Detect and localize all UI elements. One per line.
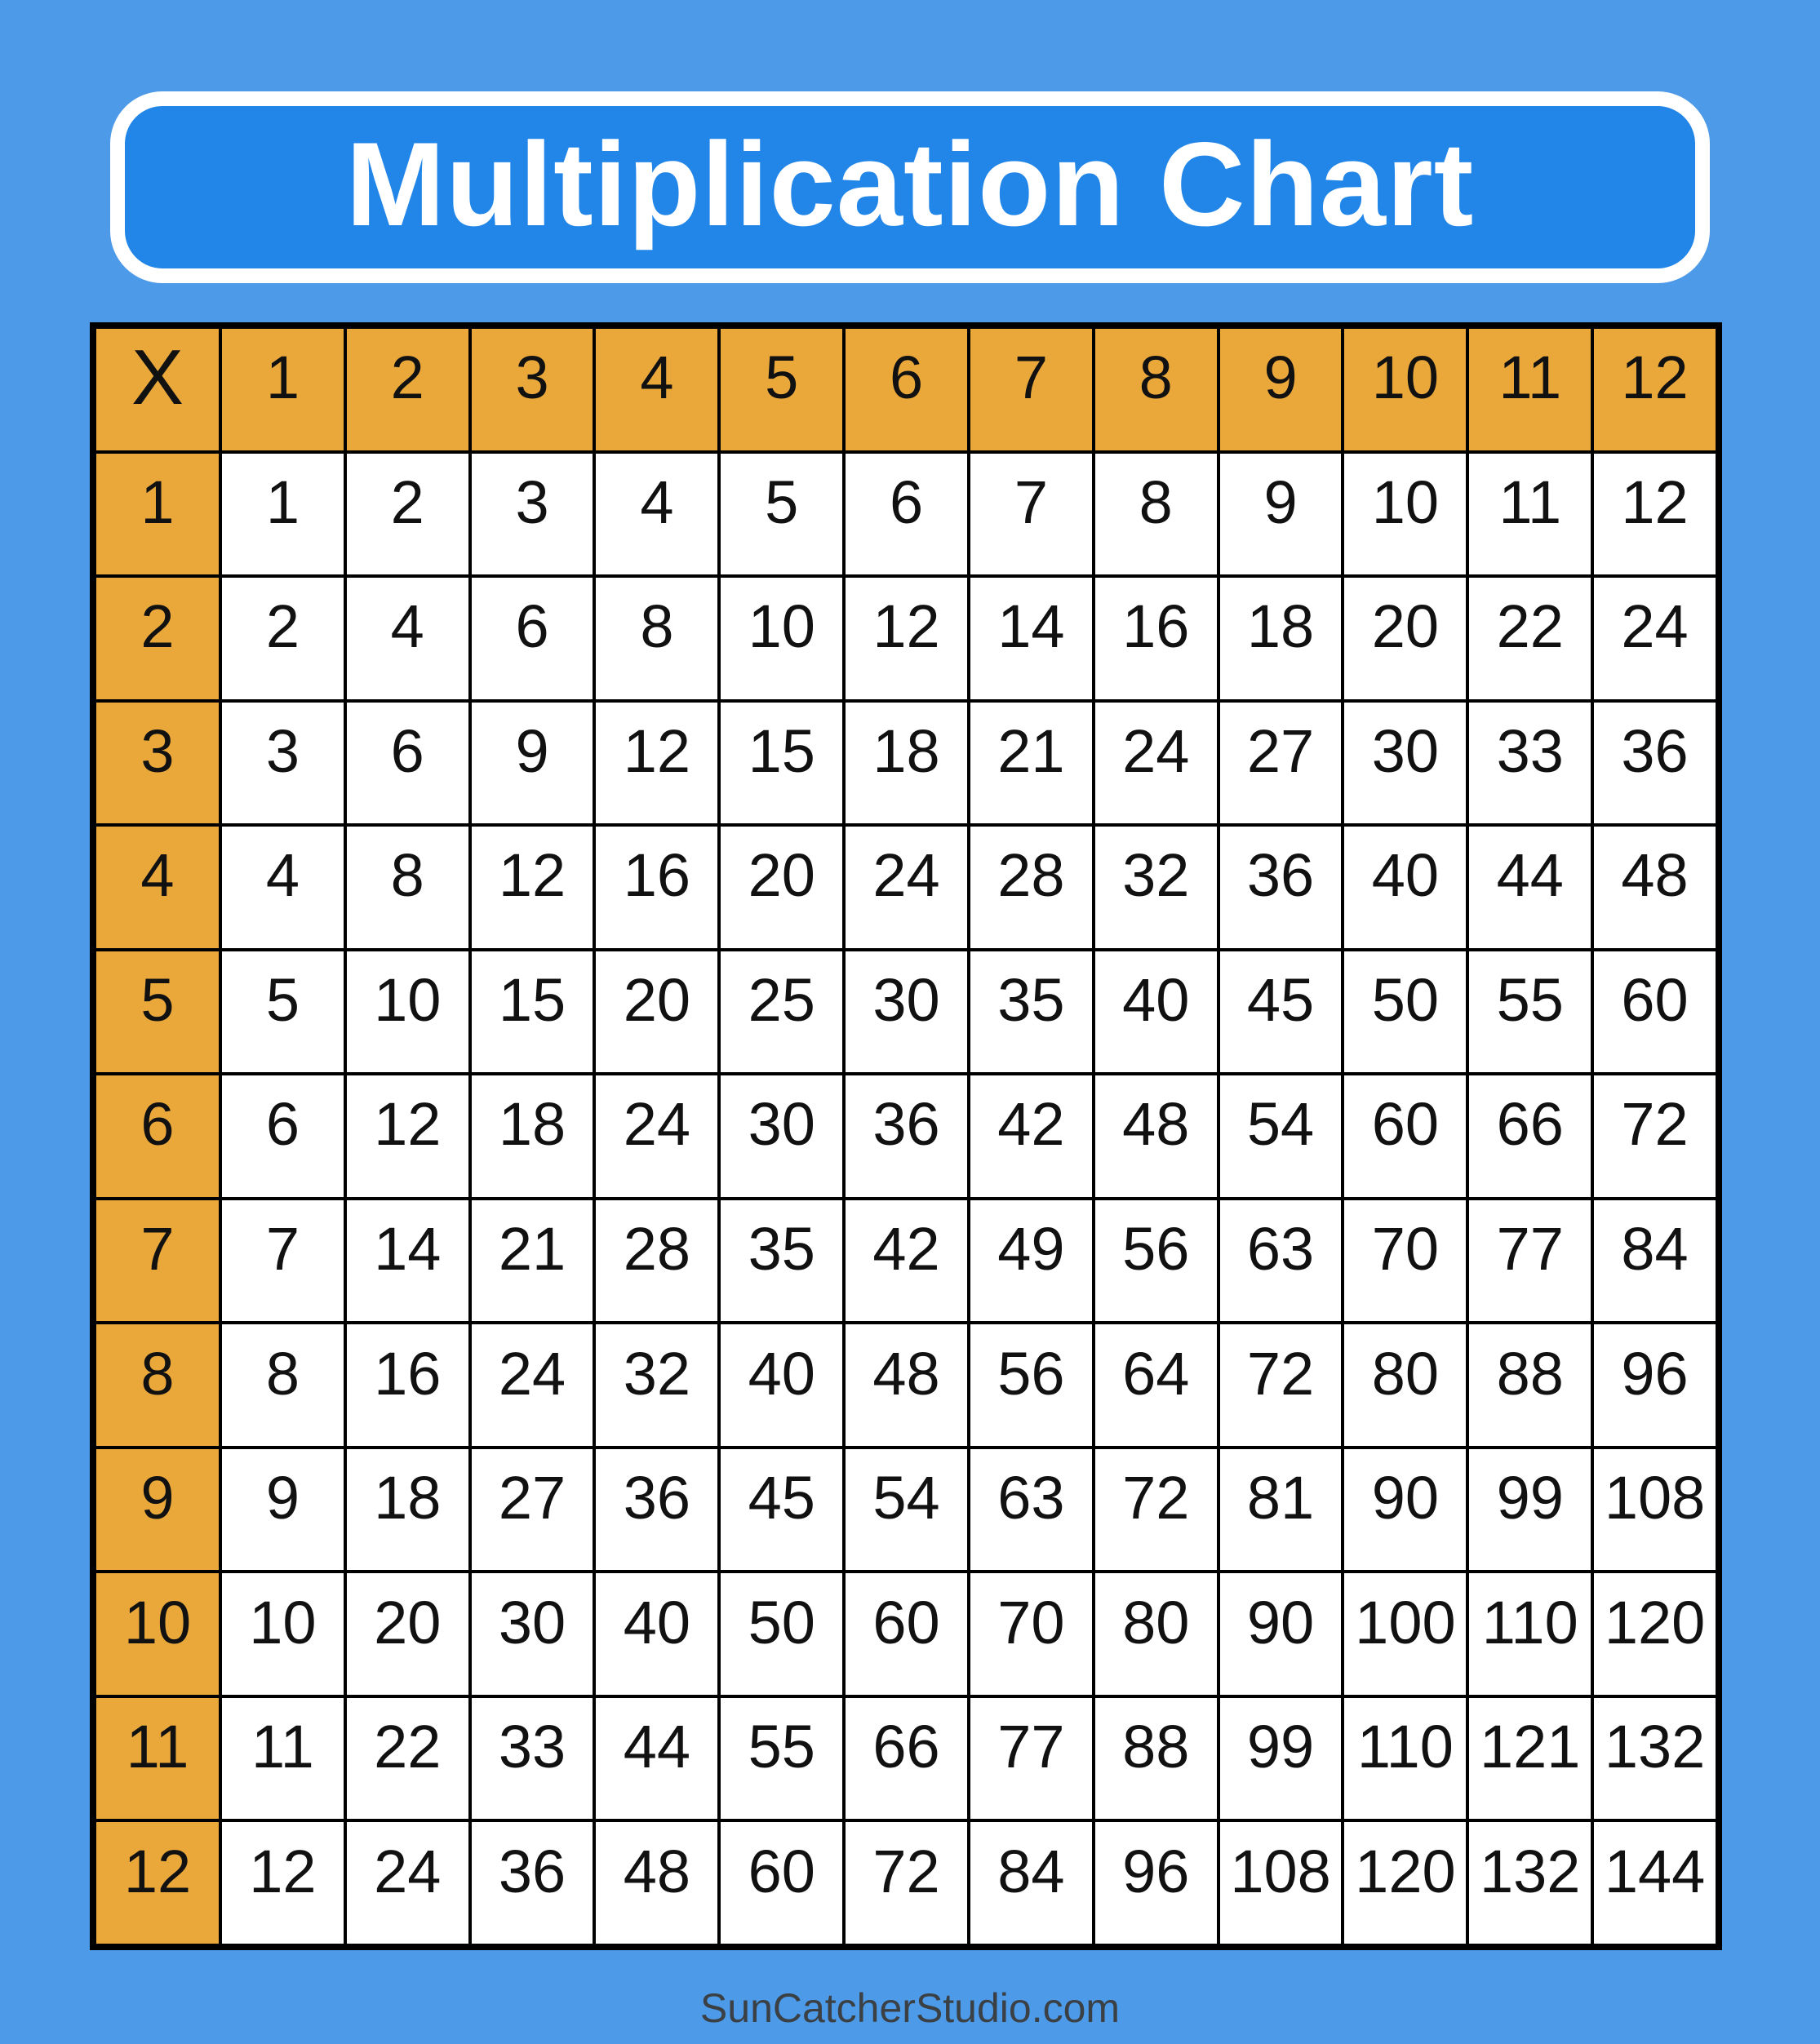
- product-cell: 18: [347, 1449, 468, 1571]
- product-cell: 33: [472, 1698, 593, 1820]
- product-cell: 3: [472, 454, 593, 575]
- product-cell: 10: [347, 951, 468, 1073]
- footer-credit: SunCatcherStudio.com: [699, 1985, 1121, 2031]
- product-cell: 22: [1469, 578, 1591, 699]
- product-cell: 45: [721, 1449, 842, 1571]
- product-cell: 35: [721, 1200, 842, 1322]
- product-cell: 11: [1469, 454, 1591, 575]
- product-cell: 48: [1594, 827, 1716, 948]
- product-cell: 40: [721, 1324, 842, 1446]
- column-header-cell: 7: [970, 329, 1092, 450]
- product-cell: 8: [1095, 454, 1217, 575]
- product-cell: 28: [596, 1200, 717, 1322]
- product-cell: 50: [721, 1573, 842, 1695]
- product-cell: 6: [347, 703, 468, 824]
- product-cell: 20: [347, 1573, 468, 1695]
- product-cell: 14: [347, 1200, 468, 1322]
- product-cell: 70: [970, 1573, 1092, 1695]
- product-cell: 35: [970, 951, 1092, 1073]
- row-header-cell: 11: [96, 1698, 219, 1820]
- row-header-cell: 9: [96, 1449, 219, 1571]
- product-cell: 10: [222, 1573, 344, 1695]
- product-cell: 60: [846, 1573, 967, 1695]
- product-cell: 60: [1344, 1075, 1466, 1197]
- product-cell: 44: [1469, 827, 1591, 948]
- product-cell: 8: [347, 827, 468, 948]
- product-cell: 49: [970, 1200, 1092, 1322]
- product-cell: 22: [347, 1698, 468, 1820]
- product-cell: 18: [846, 703, 967, 824]
- product-cell: 24: [1095, 703, 1217, 824]
- product-cell: 30: [1344, 703, 1466, 824]
- table-corner-cell: X: [96, 329, 219, 450]
- product-cell: 99: [1220, 1698, 1342, 1820]
- product-cell: 81: [1220, 1449, 1342, 1571]
- product-cell: 30: [472, 1573, 593, 1695]
- column-header-cell: 10: [1344, 329, 1466, 450]
- column-header-cell: 6: [846, 329, 967, 450]
- column-header-cell: 12: [1594, 329, 1716, 450]
- product-cell: 56: [970, 1324, 1092, 1446]
- row-header-cell: 7: [96, 1200, 219, 1322]
- row-header-cell: 2: [96, 578, 219, 699]
- product-cell: 48: [1095, 1075, 1217, 1197]
- product-cell: 25: [721, 951, 842, 1073]
- product-cell: 132: [1594, 1698, 1716, 1820]
- product-cell: 24: [1594, 578, 1716, 699]
- product-cell: 108: [1594, 1449, 1716, 1571]
- product-cell: 55: [721, 1698, 842, 1820]
- product-cell: 30: [846, 951, 967, 1073]
- product-cell: 12: [472, 827, 593, 948]
- product-cell: 2: [222, 578, 344, 699]
- product-cell: 70: [1344, 1200, 1466, 1322]
- product-cell: 54: [1220, 1075, 1342, 1197]
- column-header-cell: 2: [347, 329, 468, 450]
- column-header-cell: 8: [1095, 329, 1217, 450]
- product-cell: 6: [846, 454, 967, 575]
- product-cell: 21: [970, 703, 1092, 824]
- product-cell: 20: [596, 951, 717, 1073]
- product-cell: 15: [721, 703, 842, 824]
- product-cell: 18: [1220, 578, 1342, 699]
- product-cell: 28: [970, 827, 1092, 948]
- product-cell: 72: [1095, 1449, 1217, 1571]
- product-cell: 36: [596, 1449, 717, 1571]
- product-cell: 77: [970, 1698, 1092, 1820]
- product-cell: 7: [970, 454, 1092, 575]
- product-cell: 10: [1344, 454, 1466, 575]
- product-cell: 45: [1220, 951, 1342, 1073]
- product-cell: 60: [1594, 951, 1716, 1073]
- product-cell: 48: [846, 1324, 967, 1446]
- product-cell: 24: [596, 1075, 717, 1197]
- product-cell: 96: [1594, 1324, 1716, 1446]
- product-cell: 4: [347, 578, 468, 699]
- product-cell: 15: [472, 951, 593, 1073]
- product-cell: 84: [1594, 1200, 1716, 1322]
- product-cell: 36: [472, 1822, 593, 1944]
- product-cell: 1: [222, 454, 344, 575]
- multiplication-table: [90, 322, 1722, 1950]
- product-cell: 9: [1220, 454, 1342, 575]
- product-cell: 16: [1095, 578, 1217, 699]
- row-header-cell: 6: [96, 1075, 219, 1197]
- product-cell: 90: [1220, 1573, 1342, 1695]
- row-header-cell: 8: [96, 1324, 219, 1446]
- product-cell: 27: [472, 1449, 593, 1571]
- title-banner: [110, 91, 1710, 283]
- product-cell: 120: [1594, 1573, 1716, 1695]
- page-title: Multiplication Chart: [345, 117, 1475, 251]
- column-header-cell: 4: [596, 329, 717, 450]
- product-cell: 14: [970, 578, 1092, 699]
- row-header-cell: 10: [96, 1573, 219, 1695]
- product-cell: 121: [1469, 1698, 1591, 1820]
- column-header-cell: 11: [1469, 329, 1591, 450]
- product-cell: 84: [970, 1822, 1092, 1944]
- product-cell: 63: [1220, 1200, 1342, 1322]
- product-cell: 108: [1220, 1822, 1342, 1944]
- product-cell: 12: [222, 1822, 344, 1944]
- product-cell: 30: [721, 1075, 842, 1197]
- column-header-cell: 5: [721, 329, 842, 450]
- product-cell: 40: [596, 1573, 717, 1695]
- product-cell: 16: [596, 827, 717, 948]
- product-cell: 42: [846, 1200, 967, 1322]
- product-cell: 16: [347, 1324, 468, 1446]
- product-cell: 72: [1594, 1075, 1716, 1197]
- product-cell: 5: [222, 951, 344, 1073]
- product-cell: 10: [721, 578, 842, 699]
- product-cell: 20: [721, 827, 842, 948]
- product-cell: 8: [222, 1324, 344, 1446]
- product-cell: 63: [970, 1449, 1092, 1571]
- product-cell: 6: [472, 578, 593, 699]
- product-cell: 12: [1594, 454, 1716, 575]
- product-cell: 40: [1095, 951, 1217, 1073]
- product-cell: 24: [347, 1822, 468, 1944]
- product-cell: 110: [1344, 1698, 1466, 1820]
- product-cell: 36: [1594, 703, 1716, 824]
- product-cell: 7: [222, 1200, 344, 1322]
- product-cell: 40: [1344, 827, 1466, 948]
- product-cell: 5: [721, 454, 842, 575]
- product-cell: 80: [1095, 1573, 1217, 1695]
- product-cell: 11: [222, 1698, 344, 1820]
- product-cell: 12: [347, 1075, 468, 1197]
- product-cell: 88: [1095, 1698, 1217, 1820]
- product-cell: 64: [1095, 1324, 1217, 1446]
- product-cell: 36: [1220, 827, 1342, 948]
- product-cell: 66: [1469, 1075, 1591, 1197]
- product-cell: 24: [846, 827, 967, 948]
- product-cell: 120: [1344, 1822, 1466, 1944]
- product-cell: 2: [347, 454, 468, 575]
- product-cell: 132: [1469, 1822, 1591, 1944]
- row-header-cell: 12: [96, 1822, 219, 1944]
- product-cell: 72: [1220, 1324, 1342, 1446]
- product-cell: 50: [1344, 951, 1466, 1073]
- row-header-cell: 4: [96, 827, 219, 948]
- product-cell: 8: [596, 578, 717, 699]
- product-cell: 90: [1344, 1449, 1466, 1571]
- product-cell: 4: [596, 454, 717, 575]
- product-cell: 18: [472, 1075, 593, 1197]
- product-cell: 20: [1344, 578, 1466, 699]
- product-cell: 9: [222, 1449, 344, 1571]
- product-cell: 32: [1095, 827, 1217, 948]
- column-header-cell: 9: [1220, 329, 1342, 450]
- product-cell: 32: [596, 1324, 717, 1446]
- product-cell: 55: [1469, 951, 1591, 1073]
- product-cell: 42: [970, 1075, 1092, 1197]
- product-cell: 21: [472, 1200, 593, 1322]
- product-cell: 4: [222, 827, 344, 948]
- product-cell: 33: [1469, 703, 1591, 824]
- product-cell: 9: [472, 703, 593, 824]
- product-cell: 99: [1469, 1449, 1591, 1571]
- row-header-cell: 1: [96, 454, 219, 575]
- product-cell: 60: [721, 1822, 842, 1944]
- product-cell: 144: [1594, 1822, 1716, 1944]
- product-cell: 96: [1095, 1822, 1217, 1944]
- product-cell: 12: [596, 703, 717, 824]
- product-cell: 100: [1344, 1573, 1466, 1695]
- product-cell: 56: [1095, 1200, 1217, 1322]
- product-cell: 27: [1220, 703, 1342, 824]
- product-cell: 80: [1344, 1324, 1466, 1446]
- row-header-cell: 5: [96, 951, 219, 1073]
- column-header-cell: 1: [222, 329, 344, 450]
- product-cell: 6: [222, 1075, 344, 1197]
- product-cell: 36: [846, 1075, 967, 1197]
- product-cell: 72: [846, 1822, 967, 1944]
- product-cell: 77: [1469, 1200, 1591, 1322]
- product-cell: 88: [1469, 1324, 1591, 1446]
- product-cell: 110: [1469, 1573, 1591, 1695]
- product-cell: 66: [846, 1698, 967, 1820]
- product-cell: 54: [846, 1449, 967, 1571]
- column-header-cell: 3: [472, 329, 593, 450]
- product-cell: 3: [222, 703, 344, 824]
- product-cell: 44: [596, 1698, 717, 1820]
- product-cell: 48: [596, 1822, 717, 1944]
- product-cell: 12: [846, 578, 967, 699]
- row-header-cell: 3: [96, 703, 219, 824]
- product-cell: 24: [472, 1324, 593, 1446]
